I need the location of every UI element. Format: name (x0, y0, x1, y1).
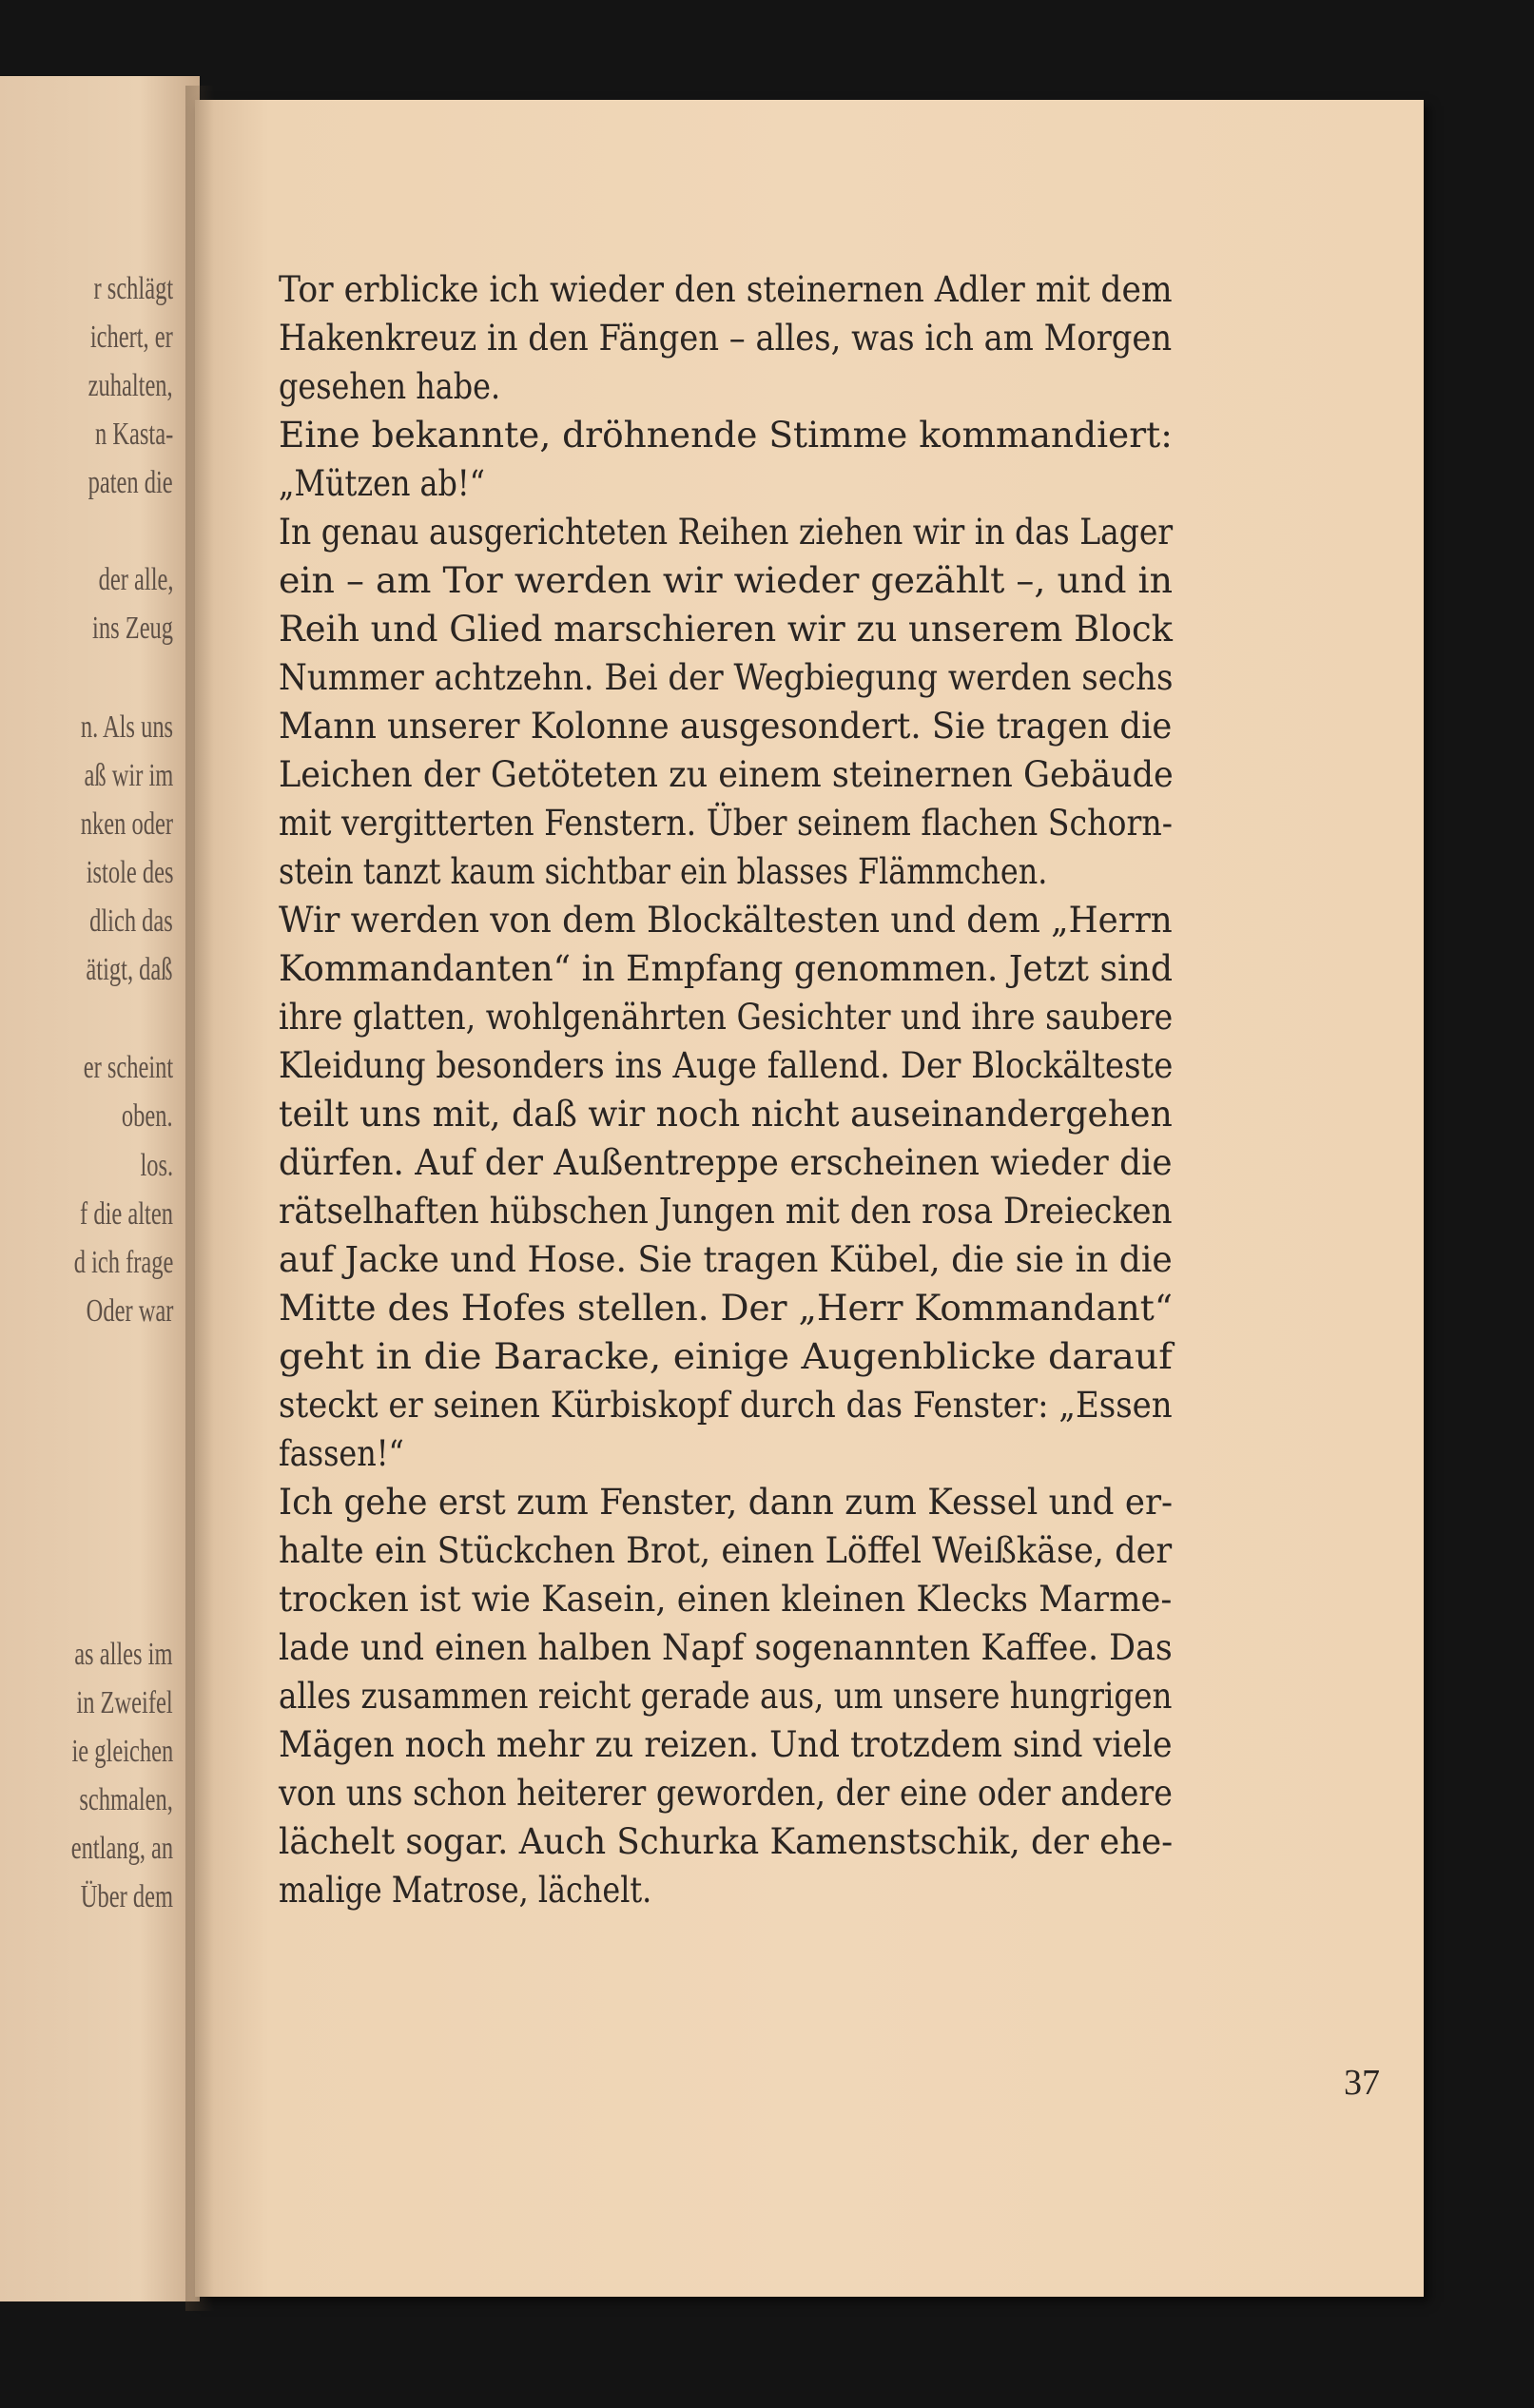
left-page-line: n Kasta- (94, 417, 173, 452)
body-text-line: ihre glatten, wohlgenährten Gesichter und ihre saubere (279, 997, 1174, 1038)
left-page-line: oben. (122, 1098, 173, 1134)
body-text-line: stein tanzt kaum sichtbar ein blasses Flämmchen. (279, 851, 1048, 892)
body-text-line: Leichen der Getöteten zu einem steinernen Gebäude (279, 754, 1174, 795)
body-text-line: steckt er seinen Kürbiskopf durch das Fenster: „Essen (279, 1385, 1173, 1426)
left-page-line: istole des (86, 855, 173, 890)
left-page-line: zuhalten, (87, 368, 173, 403)
body-text-line: Ich gehe erst zum Fenster, dann zum Kessel und er- (279, 1482, 1174, 1523)
body-text-line: Mitte des Hofes stellen. Der „Herr Kommandant“ (279, 1288, 1173, 1329)
body-text-line: dürfen. Auf der Außentreppe erscheinen wieder die (279, 1142, 1173, 1183)
left-page-line: aß wir im (84, 758, 173, 793)
left-page-line: nken oder (80, 806, 173, 842)
left-page-line: der alle, (98, 562, 173, 597)
left-page-line: paten die (87, 465, 173, 500)
body-text-line: Wir werden von dem Blockältesten und dem „Herrn (279, 900, 1173, 941)
left-page-line: f die alten (80, 1196, 173, 1232)
left-page-line: as alles im (74, 1637, 173, 1672)
left-page-line: in Zweifel (76, 1685, 173, 1720)
body-text-line: rätselhaften hübschen Jungen mit den rosa Dreiecken (279, 1191, 1173, 1232)
body-text-line: Hakenkreuz in den Fängen – alles, was ich am Morgen (279, 318, 1173, 359)
body-text-line: In genau ausgerichteten Reihen ziehen wir in das Lager (279, 512, 1174, 553)
body-text-line: lächelt sogar. Auch Schurka Kamenstschik, der ehe- (279, 1821, 1174, 1862)
body-text-line: Nummer achtzehn. Bei der Wegbiegung werden sechs (279, 657, 1174, 698)
body-text-line: von uns schon heiterer geworden, der eine oder andere (279, 1773, 1173, 1814)
left-page-line: d ich frage (73, 1245, 173, 1280)
body-text-line: Mann unserer Kolonne ausgesondert. Sie tragen die (279, 706, 1173, 747)
book-gutter (185, 86, 214, 2311)
page-number: 37 (1344, 2063, 1380, 2103)
left-page-line: Über dem (80, 1879, 173, 1914)
body-text-line: teilt uns mit, daß wir noch nicht auseinandergehen (279, 1094, 1173, 1135)
left-page-line: entlang, an (70, 1831, 173, 1866)
left-page-line: Oder war (86, 1293, 173, 1329)
body-text-line: halte ein Stückchen Brot, einen Löffel Weißkäse, der (279, 1530, 1173, 1571)
body-text-line: fassen!“ (279, 1433, 404, 1474)
left-page-line: schmalen, (79, 1782, 173, 1817)
left-page-line: dlich das (89, 903, 173, 939)
left-page-line: n. Als uns (80, 709, 173, 745)
body-text-line: ein – am Tor werden wir wieder gezählt –, und in (279, 560, 1174, 601)
body-text-line: Kleidung besonders ins Auge fallend. Der Blockälteste (279, 1045, 1174, 1086)
body-text-line: lade und einen halben Napf sogenannten Kaffee. Das (279, 1627, 1173, 1668)
left-page (0, 76, 200, 2301)
left-page-line: ichert, er (90, 320, 173, 355)
body-text-line: Mägen noch mehr zu reizen. Und trotzdem sind viele (279, 1724, 1173, 1765)
body-text-line: gesehen habe. (279, 366, 501, 407)
left-page-line: r schlägt (93, 271, 173, 306)
right-page (195, 100, 1424, 2297)
left-page-line: er scheint (83, 1050, 173, 1085)
left-page-line: ie gleichen (71, 1734, 173, 1769)
body-text-line: Eine bekannte, dröhnende Stimme kommandiert: (279, 415, 1173, 456)
body-text-line: mit vergitterten Fenstern. Über seinem flachen Schorn- (279, 803, 1173, 844)
body-text-line: „Mützen ab!“ (279, 463, 485, 504)
body-text-line: alles zusammen reicht gerade aus, um unsere hungrigen (279, 1676, 1173, 1717)
body-text-line: trocken ist wie Kasein, einen kleinen Klecks Marme- (279, 1579, 1173, 1620)
left-page-line: ins Zeug (92, 611, 173, 646)
body-text-line: Tor erblicke ich wieder den steinernen Adler mit dem (279, 269, 1173, 310)
body-text-line: malige Matrose, lächelt. (279, 1870, 652, 1911)
left-page-line: ätigt, daß (86, 952, 173, 987)
body-text-line: Kommandanten“ in Empfang genommen. Jetzt sind (279, 948, 1174, 989)
body-text-line: geht in die Baracke, einige Augenblicke darauf (279, 1336, 1173, 1377)
left-page-line: los. (140, 1148, 173, 1183)
body-text-line: Reih und Glied marschieren wir zu unserem Block (279, 609, 1173, 650)
body-text-line: auf Jacke und Hose. Sie tragen Kübel, die sie in die (279, 1239, 1173, 1280)
